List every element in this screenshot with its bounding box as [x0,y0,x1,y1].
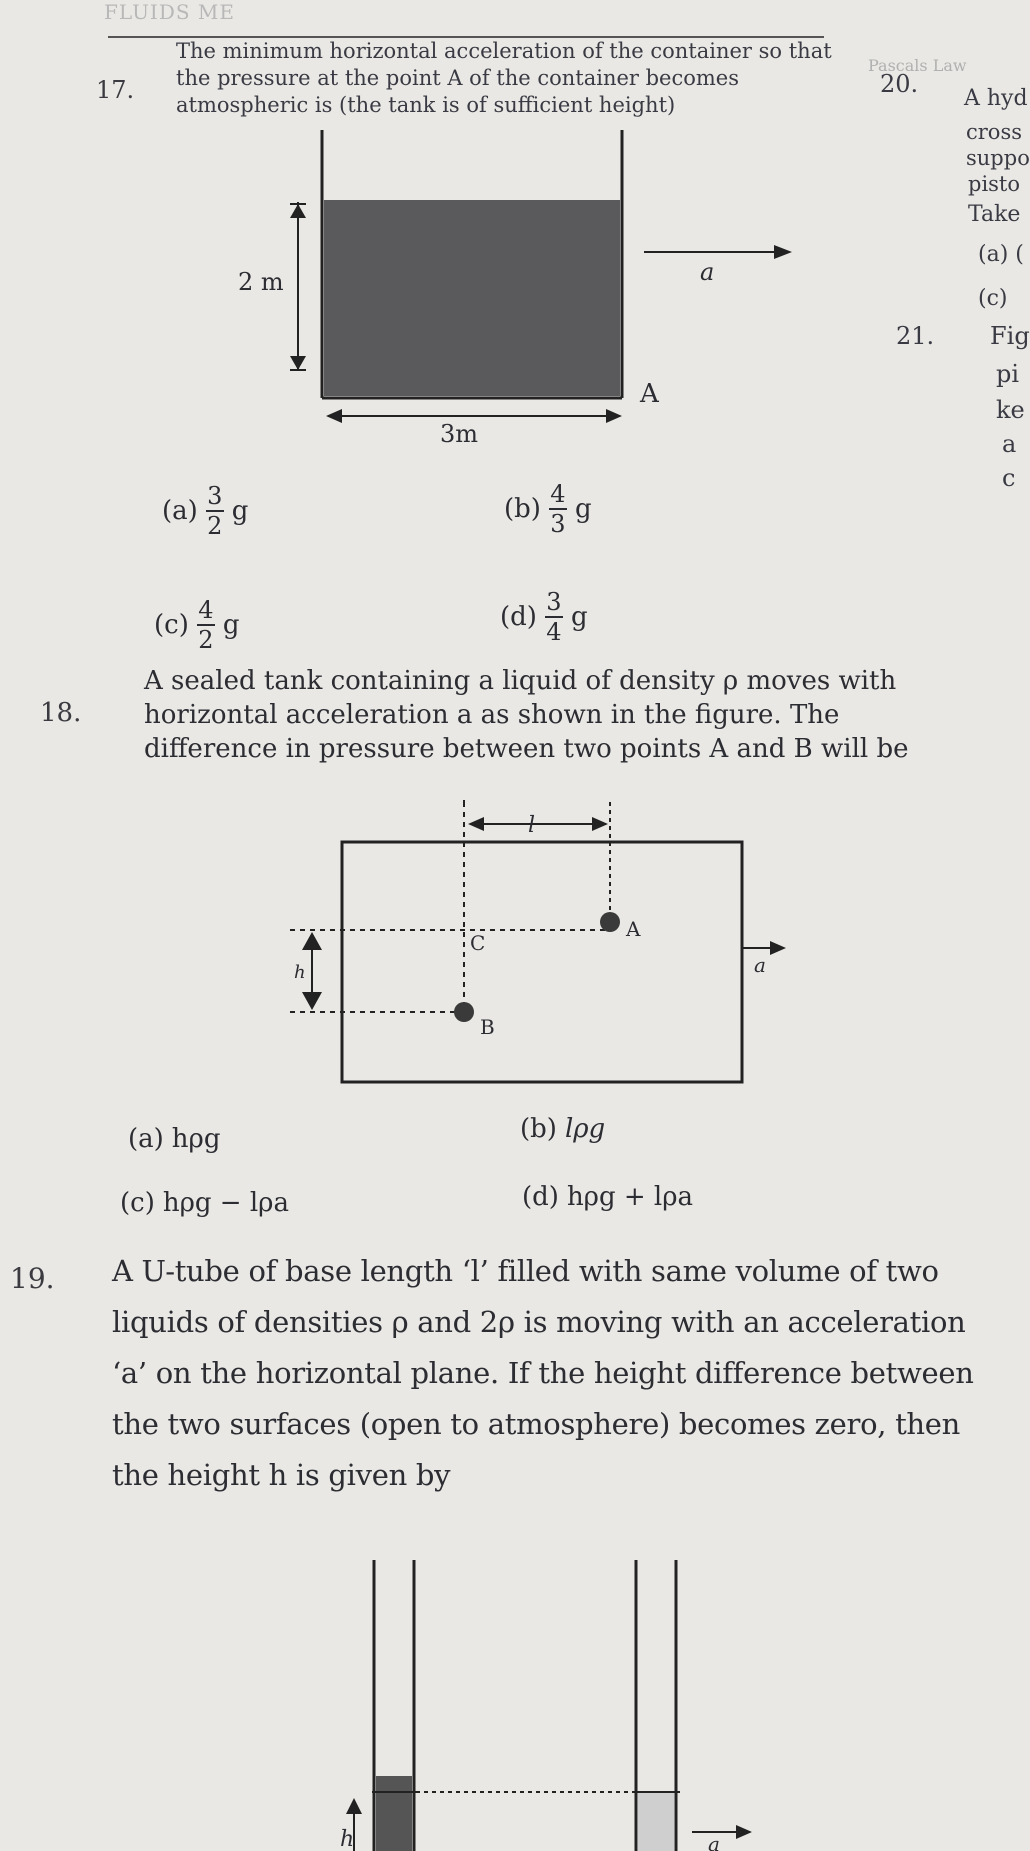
q17-option-c: (c) $\frac{4}{2}$ g [154,596,240,654]
l-label: l [528,813,536,838]
point-a [600,912,620,932]
arrowhead-right-icon [736,1825,752,1839]
q19-figure [330,1560,790,1851]
q20-number: 20. [880,70,919,98]
q21-line: a [1002,430,1017,458]
liquid-fill [324,200,620,396]
point-b [454,1002,474,1022]
q20-line: cross [966,120,1022,144]
q21-line: Fig [990,322,1030,350]
q18-number: 18. [40,698,82,728]
q21-line: pi [996,360,1020,388]
h-label: h [340,1827,355,1851]
q18-text: A sealed tank containing a liquid of density ρ moves with horizontal acceleration a as shown in the figure. The difference in pressure between two points A and B will be [144,666,909,764]
point-a-label: A [640,379,659,409]
q19-text: A U-tube of base length ‘l’ filled with same volume of two liquids of densities ρ and 2ρ is moving with an acceleration ‘a’ on the horizontal plane. If the height difference between the two surfaces (open to atmosphere) becomes zero, then the height h is given by [112,1254,974,1492]
point-b-label: B [480,1015,495,1039]
q21-line: ke [996,396,1025,424]
sealed-tank [342,842,742,1082]
arrowhead-down-icon [302,992,322,1010]
running-header: FLUIDS ME [104,0,235,24]
arrowhead-right-icon [592,817,608,831]
q17-option-b: (b) $\frac{4}{3}$ g [504,480,592,538]
q20-line: pisto [968,172,1021,196]
q17-text: The minimum horizontal acceleration of the container so that the pressure at the point A of the container becomes atmospheric is (the tank is of sufficient height) [176,39,832,117]
q21-number: 21. [896,322,935,350]
width-label: 3m [440,420,479,448]
point-c-label: C [470,931,486,955]
q18-option-a: (a) hρg [128,1124,221,1154]
arrowhead-left-icon [468,817,484,831]
light-liquid-right [638,1792,674,1851]
q18-option-d: (d) hρg + lρa [522,1182,694,1212]
q18-option-b: (b) lρg [520,1114,606,1144]
point-a-label: A [626,917,641,941]
acceleration-label: a [700,258,715,286]
arrowhead-up-icon [346,1798,362,1814]
left-liquid-column [376,1776,412,1851]
sidebar-header: Pascals Law [868,56,967,75]
arrowhead-up-icon [302,932,322,950]
height-label: 2 m [238,268,284,296]
q17-option-d: (d) $\frac{3}{4}$ g [500,588,588,646]
acceleration-label: a [708,1832,720,1851]
h-label: h [294,962,306,983]
arrowhead-down-icon [290,356,306,370]
arrowhead-left-icon [326,409,342,423]
q20-line: (a) ( [978,242,1024,267]
q20-line: Take [968,202,1021,227]
q19-number: 19. [10,1262,55,1295]
q18-option-c: (c) hρg − lρa [120,1188,289,1218]
arrowhead-right-icon [774,245,792,259]
q20-line: suppo [966,146,1030,170]
arrowhead-right-icon [606,409,622,423]
q17-number: 17. [96,76,135,104]
acceleration-label: a [754,953,766,977]
q20-line: A hyd [964,86,1028,111]
q17-figure [210,120,810,450]
arrowhead-up-icon [290,204,306,218]
q20-line: (c) [978,286,1008,311]
q21-line: c [1002,464,1016,492]
q18-figure [280,800,800,1090]
q17-option-a: (a) $\frac{3}{2}$ g [162,482,249,540]
arrowhead-right-icon [770,941,786,955]
